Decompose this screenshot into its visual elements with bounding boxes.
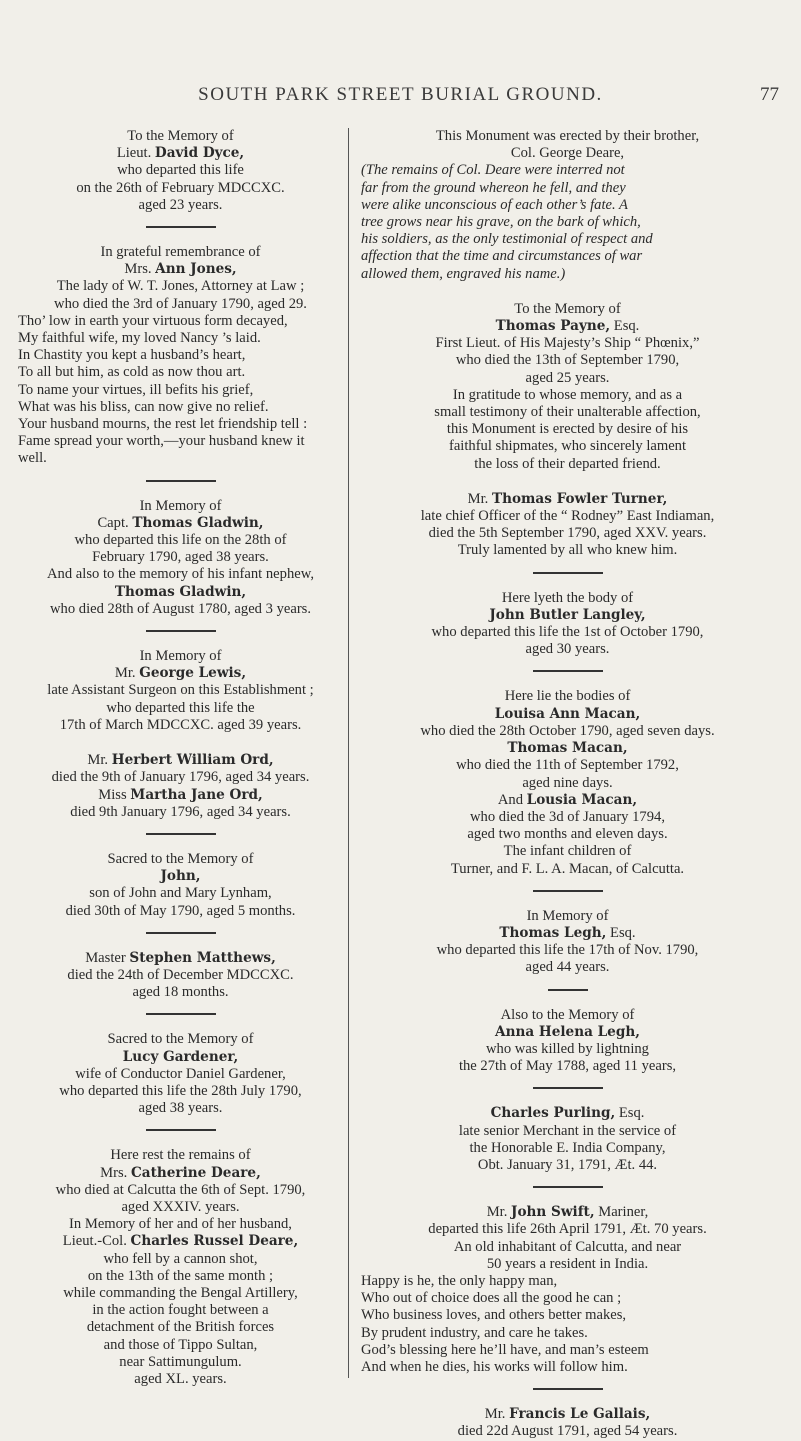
line: First Lieut. of His Majesty’s Ship “ Phœnix,” xyxy=(435,335,700,352)
separator-rule xyxy=(533,572,603,574)
line: In gratitude to whose memory, and as a xyxy=(452,386,683,403)
separator-rule xyxy=(146,1129,216,1131)
italic-line: were alike unconscious of each other’s fate. A xyxy=(361,196,628,213)
name-line: Lucy Gardener, xyxy=(122,1048,239,1065)
line: Mr. Herbert William Ord, xyxy=(87,752,274,769)
line: In Memory of xyxy=(139,648,222,665)
line: died 30th of May 1790, aged 5 months. xyxy=(65,902,296,919)
inscription-jones xyxy=(18,244,343,468)
line: Turner, and F. L. A. Macan, of Calcutta. xyxy=(450,860,685,877)
line: In Memory of her and of her husband, xyxy=(69,1216,292,1233)
name: Herbert William Ord, xyxy=(111,752,274,769)
name-line: Thomas Macan, xyxy=(507,740,628,757)
inscription-purling xyxy=(361,1105,774,1174)
line: 50 years a resident in India. xyxy=(486,1255,649,1272)
name: Francis Le Gallais, xyxy=(509,1406,651,1423)
inscription-legh xyxy=(361,908,774,977)
name-line: John, xyxy=(160,868,201,885)
inscription-swift xyxy=(361,1204,774,1376)
verse-line: Who out of choice does all the good he can ; xyxy=(361,1290,622,1307)
name: Thomas Gladwin, xyxy=(132,514,264,531)
name-line: Anna Helena Legh, xyxy=(495,1023,640,1040)
line: died the 9th of January 1796, aged 34 years. xyxy=(51,769,310,786)
inscription-deare-cont xyxy=(361,128,774,283)
verse-line: God’s blessing here he’ll have, and man’s esteem xyxy=(361,1341,649,1358)
line: and those of Tippo Sultan, xyxy=(103,1336,258,1353)
line: late chief Officer of the “ Rodney” East Indiaman, xyxy=(420,508,715,525)
name: Ann Jones, xyxy=(155,261,237,278)
verse-line: well. xyxy=(18,450,47,467)
line: in the action fought between a xyxy=(92,1302,269,1319)
line: who departed this life xyxy=(117,162,244,179)
line: Here rest the remains of xyxy=(110,1147,251,1164)
verse-line: To name your virtues, ill befits his grief, xyxy=(18,381,254,398)
line: who died the 28th October 1790, aged seven days. xyxy=(420,722,715,739)
separator-rule xyxy=(146,630,216,632)
right-column xyxy=(348,128,774,1440)
inscription-dyce xyxy=(18,128,343,214)
line: aged XL. years. xyxy=(134,1370,227,1387)
line: Mrs. Ann Jones, xyxy=(124,261,237,278)
line: who died the 3d of January 1794, xyxy=(470,808,665,825)
italic-line: far from the ground whereon he fell, and they xyxy=(361,179,626,196)
line: Lieut. David Dyce, xyxy=(116,145,245,162)
line: Also to the Memory of xyxy=(500,1006,635,1023)
line: aged 30 years. xyxy=(525,641,610,658)
line: To the Memory of xyxy=(514,300,621,317)
line: Mr. Francis Le Gallais, xyxy=(484,1406,651,1423)
line: wife of Conductor Daniel Gardener, xyxy=(75,1065,286,1082)
line: In Memory of xyxy=(526,907,609,924)
line: aged XXXIV. years. xyxy=(121,1198,240,1215)
line: son of John and Mary Lynham, xyxy=(89,885,272,902)
name: John Swift, xyxy=(511,1204,595,1221)
line: February 1790, aged 38 years. xyxy=(92,549,269,566)
inscription-ord xyxy=(18,752,343,821)
separator-rule xyxy=(533,1087,603,1089)
line: on the 26th of February MDCCXC. xyxy=(76,179,285,196)
line: 17th of March MDCCXC. aged 39 years. xyxy=(59,716,302,733)
line: This Monument was erected by their brother, xyxy=(435,128,700,144)
line: who departed this life the 28th July 1790, xyxy=(59,1082,302,1099)
left-column xyxy=(18,128,343,1388)
line: who died the 13th of September 1790, xyxy=(455,352,680,369)
separator-rule xyxy=(533,890,603,892)
inscription-macan xyxy=(361,688,774,877)
separator-rule xyxy=(146,932,216,934)
line: The infant children of xyxy=(503,843,632,860)
line: In Memory of xyxy=(139,497,222,514)
name: Catherine Deare, xyxy=(130,1164,261,1181)
name: David Dyce, xyxy=(154,145,245,162)
inscription-lewis xyxy=(18,648,343,734)
line: faithful shipmates, who sincerely lament xyxy=(448,438,687,455)
line: died 9th January 1796, aged 34 years. xyxy=(70,803,291,820)
name-line: Louisa Ann Macan, xyxy=(494,705,641,722)
line: aged nine days. xyxy=(522,774,613,791)
line: Master Stephen Matthews, xyxy=(85,949,276,966)
line: the loss of their departed friend. xyxy=(474,455,661,472)
line: And also to the memory of his infant nephew, xyxy=(47,566,314,583)
inscription-matthews xyxy=(18,950,343,1002)
inscription-turner xyxy=(361,491,774,560)
line: Sacred to the Memory of xyxy=(107,850,254,867)
inscription-langley xyxy=(361,590,774,659)
verse-line: Who business loves, and others better makes, xyxy=(361,1307,627,1324)
line: late Assistant Surgeon on this Establishment ; xyxy=(47,682,314,699)
italic-line: (The remains of Col. Deare were interred not xyxy=(361,162,625,179)
verse-line: In Chastity you kept a husband’s heart, xyxy=(18,347,246,364)
name: Martha Jane Ord, xyxy=(130,786,263,803)
line: who departed this life the 1st of October 1790, xyxy=(431,624,704,641)
running-title: SOUTH PARK STREET BURIAL GROUND. xyxy=(198,84,603,105)
inscription-payne xyxy=(361,301,774,473)
line: aged two months and eleven days. xyxy=(467,826,668,843)
separator-rule xyxy=(533,1186,603,1188)
verse-line: And when he dies, his works will follow him. xyxy=(361,1358,628,1375)
line: Obt. January 31, 1791, Æt. 44. xyxy=(477,1156,658,1173)
line: who died at Calcutta the 6th of Sept. 1790, xyxy=(55,1181,306,1198)
line: Mrs. Catherine Deare, xyxy=(100,1164,261,1181)
line: Sacred to the Memory of xyxy=(107,1031,254,1048)
italic-line: allowed them, engraved his name.) xyxy=(361,265,566,282)
name: Thomas Payne, xyxy=(495,318,611,335)
separator-rule xyxy=(146,833,216,835)
line: detachment of the British forces xyxy=(86,1319,275,1336)
name: George Lewis, xyxy=(139,665,247,682)
line: Lieut.-Col. Charles Russel Deare, xyxy=(62,1233,299,1250)
name: Charles Russel Deare, xyxy=(130,1233,299,1250)
name: Stephen Matthews, xyxy=(129,949,276,966)
name: Thomas Fowler Turner, xyxy=(491,490,668,507)
line: Here lyeth the body of xyxy=(501,589,634,606)
verse-line: My faithful wife, my loved Nancy ’s laid. xyxy=(18,330,261,347)
italic-line: affection that the time and circumstances of war xyxy=(361,248,643,265)
separator-rule xyxy=(548,989,588,991)
line: small testimony of their unalterable affection, xyxy=(434,404,701,421)
line: who departed this life the xyxy=(106,699,255,716)
line: An old inhabitant of Calcutta, and near xyxy=(453,1238,682,1255)
line: who departed this life the 17th of Nov. 1790, xyxy=(436,942,699,959)
line: the 27th of May 1788, aged 11 years, xyxy=(458,1058,677,1075)
italic-line: tree grows near his grave, on the bark of which, xyxy=(361,214,641,231)
line: Mr. John Swift, Mariner, xyxy=(486,1204,649,1221)
verse-line: Your husband mourns, the rest let friendship tell : xyxy=(18,416,308,433)
line: late senior Merchant in the service of xyxy=(458,1122,677,1139)
name: Thomas Legh, xyxy=(499,924,607,941)
line: aged 18 months. xyxy=(132,984,229,1001)
separator-rule xyxy=(146,480,216,482)
verse-line: Happy is he, the only happy man, xyxy=(361,1272,558,1289)
line: Here lie the bodies of xyxy=(504,688,631,705)
separator-rule xyxy=(533,670,603,672)
line: who died 28th of August 1780, aged 3 years. xyxy=(49,600,312,617)
line: who fell by a cannon shot, xyxy=(103,1250,258,1267)
inscription-le-gallais xyxy=(361,1406,774,1440)
line: died 22d August 1791, aged 54 years. xyxy=(457,1423,678,1440)
line: Mr. George Lewis, xyxy=(114,665,247,682)
separator-rule xyxy=(533,1388,603,1390)
inscription-gladwin xyxy=(18,498,343,618)
verse-line: Tho’ low in earth your virtuous form decayed, xyxy=(18,312,288,329)
line: Col. George Deare, xyxy=(510,145,625,162)
name: Charles Purling, xyxy=(490,1105,616,1122)
line: who died the 11th of September 1792, xyxy=(456,757,679,774)
line: aged 44 years. xyxy=(525,959,610,976)
page-number: 77 xyxy=(760,84,779,105)
separator-rule xyxy=(146,226,216,228)
line: died the 5th September 1790, aged XXV. years. xyxy=(428,525,707,542)
line: The lady of W. T. Jones, Attorney at Law ; xyxy=(56,278,305,295)
line: who departed this life on the 28th of xyxy=(74,532,287,549)
line: who was killed by lightning xyxy=(486,1040,649,1057)
separator-rule xyxy=(146,1013,216,1015)
inscription-anna-legh xyxy=(361,1007,774,1076)
verse-line: What was his bliss, can now give no relief. xyxy=(18,398,269,415)
line: while commanding the Bengal Artillery, xyxy=(63,1284,298,1301)
line: this Monument is erected by desire of his xyxy=(446,421,689,438)
line: Thomas Payne, Esq. xyxy=(495,318,640,335)
line: Thomas Legh, Esq. xyxy=(499,924,636,941)
name-line: Thomas Gladwin, xyxy=(114,583,247,600)
inscription-lynham xyxy=(18,851,343,920)
inscription-deare xyxy=(18,1147,343,1388)
line: departed this life 26th April 1791, Æt. 70 years. xyxy=(428,1221,707,1238)
line: aged 38 years. xyxy=(138,1100,223,1117)
line: Capt. Thomas Gladwin, xyxy=(97,514,264,531)
line: Miss Martha Jane Ord, xyxy=(98,786,263,803)
line: And Lousia Macan, xyxy=(497,791,638,808)
line: died the 24th of December MDCCXC. xyxy=(67,966,294,983)
name: Lousia Macan, xyxy=(526,791,638,808)
line: In grateful remembrance of xyxy=(100,244,261,261)
line: the Honorable E. India Company, xyxy=(469,1139,666,1156)
line: To the Memory of xyxy=(127,128,234,144)
italic-line: his soldiers, as the only testimonial of respect and xyxy=(361,231,653,248)
page-header xyxy=(0,84,801,114)
inscription-gardener xyxy=(18,1031,343,1117)
verse-line: Fame spread your worth,—your husband knew it xyxy=(18,433,305,450)
line: who died the 3rd of January 1790, aged 29. xyxy=(54,295,307,312)
line: aged 23 years. xyxy=(138,196,223,213)
line: Truly lamented by all who knew him. xyxy=(457,542,678,559)
verse-line: By prudent industry, and care he takes. xyxy=(361,1324,588,1341)
line: on the 13th of the same month ; xyxy=(87,1267,274,1284)
line: near Sattimungulum. xyxy=(119,1353,242,1370)
line: aged 25 years. xyxy=(525,369,610,386)
name-line: John Butler Langley, xyxy=(489,606,646,623)
line: Mr. Thomas Fowler Turner, xyxy=(467,490,668,507)
verse-line: To all but him, as cold as now thou art. xyxy=(18,364,246,381)
line: Charles Purling, Esq. xyxy=(490,1105,645,1122)
